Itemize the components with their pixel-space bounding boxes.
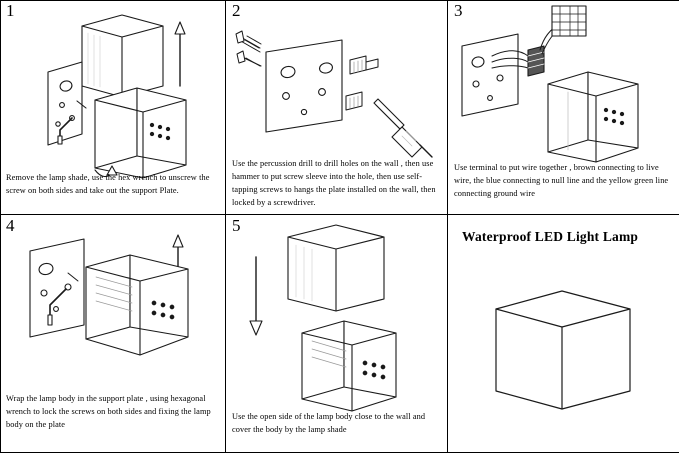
step-1-caption: Remove the lamp shade, use the hex wrench to unscrew the screw on both sides and take out the support Plate. bbox=[6, 173, 210, 195]
page-title: Waterproof LED Light Lamp bbox=[462, 229, 639, 244]
product-illustration bbox=[448, 215, 679, 453]
step-panel-4 bbox=[0, 215, 226, 453]
step-number-2: 2 bbox=[232, 1, 241, 20]
step-number-4: 4 bbox=[6, 216, 15, 235]
step-3-caption: Use terminal to put wire together , brown connecting to live wire, the blue connecting to null line and the yellow green line connecting ground wire bbox=[454, 163, 669, 198]
step-panel-3 bbox=[448, 0, 679, 215]
step-5-caption: Use the open side of the lamp body close to the wall and cover the body by the lamp shade bbox=[232, 412, 426, 434]
step-number-5: 5 bbox=[232, 216, 241, 235]
step-number-1: 1 bbox=[6, 1, 15, 20]
step-panel-5 bbox=[226, 215, 448, 453]
step-panel-1 bbox=[0, 0, 226, 215]
product-panel bbox=[448, 215, 679, 453]
step-number-3: 3 bbox=[454, 1, 463, 20]
step-4-caption: Wrap the lamp body in the support plate , using hexagonal wrench to lock the screws on both sides and fixing the lamp body on the plate bbox=[6, 394, 211, 429]
step-panel-2 bbox=[226, 0, 448, 215]
step-2-caption: Use the percussion drill to drill holes on the wall , then use hammer to put screw sleeve into the hole, then use self-tapping screws to hangs the plate installed on the wall, then locked by a screwdriver. bbox=[232, 159, 436, 207]
